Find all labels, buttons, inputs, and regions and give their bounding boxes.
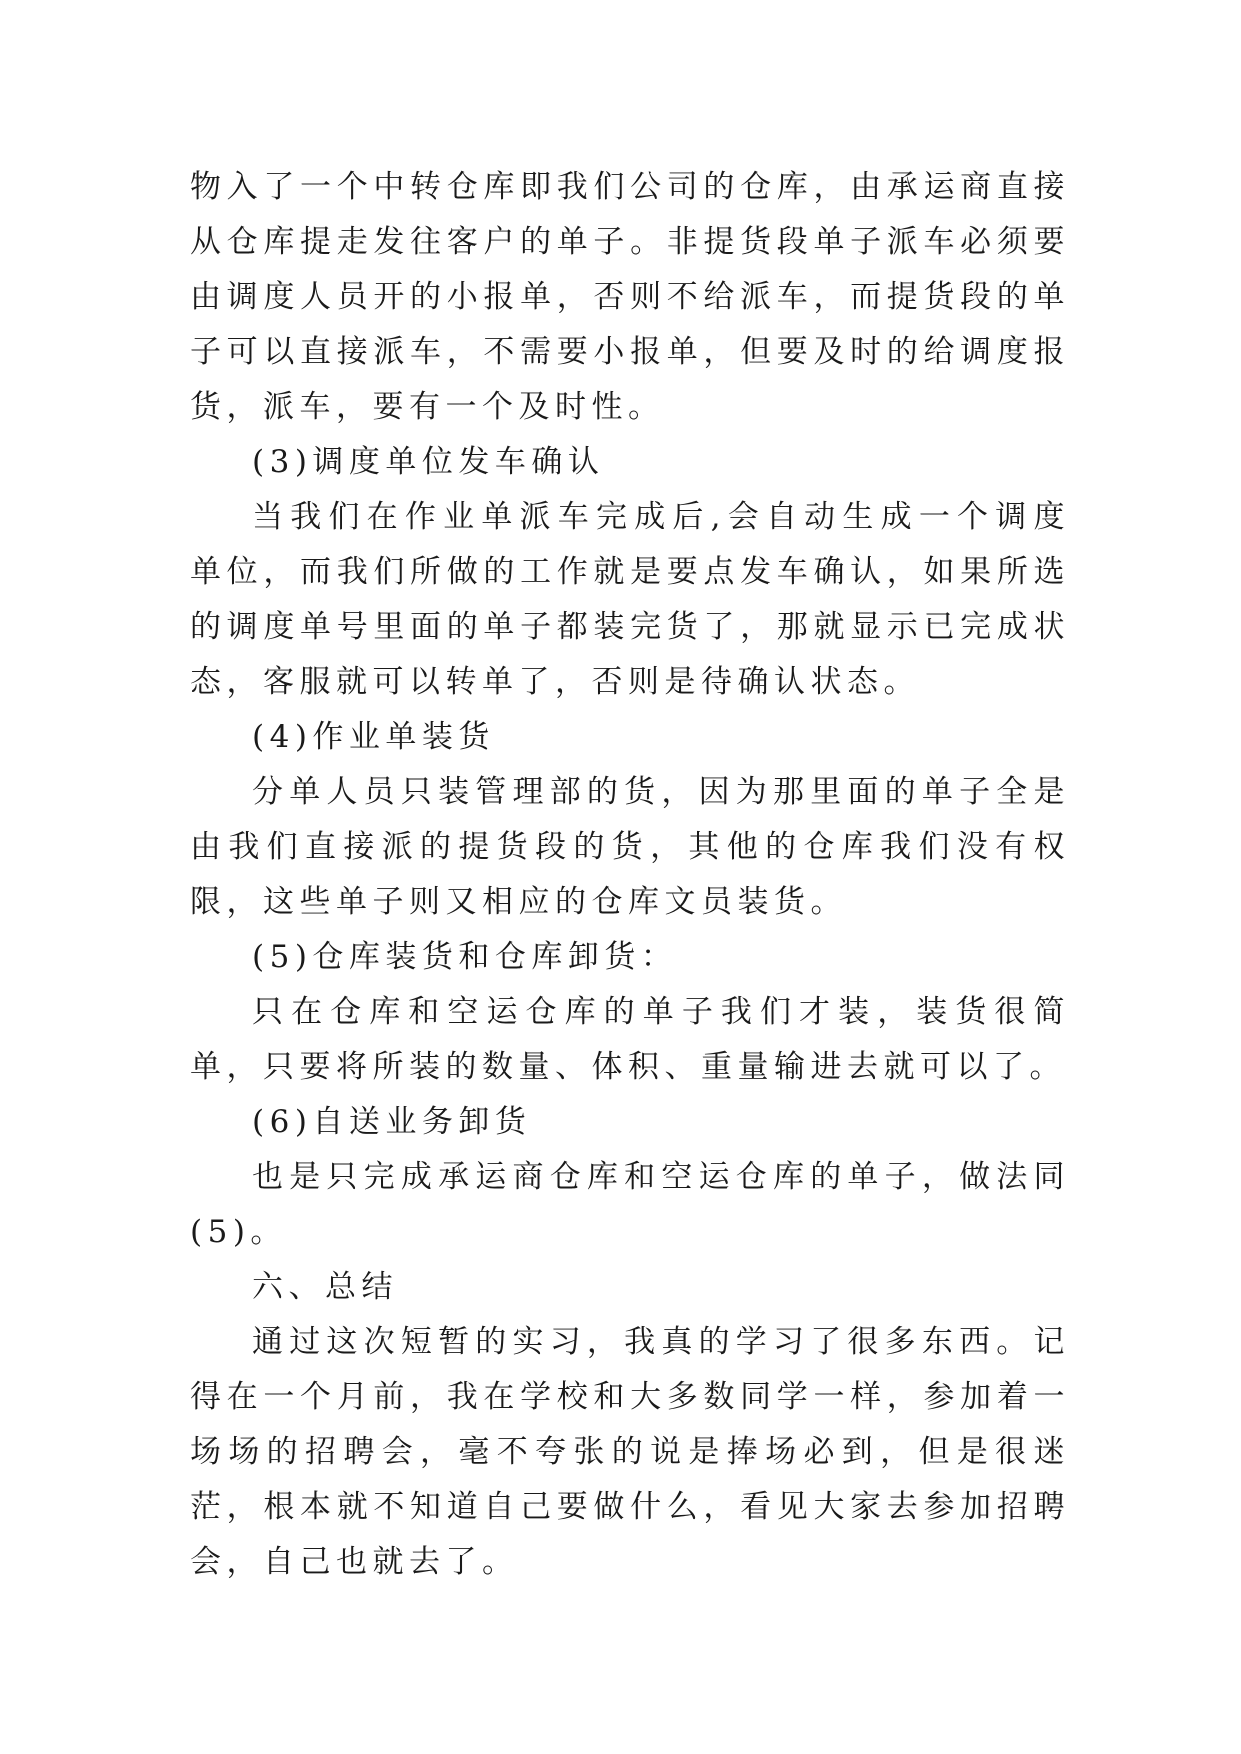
body-paragraph: 也是只完成承运商仓库和空运仓库的单子，做法同(5)。 [190,1159,1070,1250]
body-paragraph: 物入了一个中转仓库即我们公司的仓库，由承运商直接从仓库提走发往客户的单子。非提货段单子派车必须要由调度人员开的小报单，否则不给派车，而提货段的单子可以直接派车，不需要小报单，但要及时的给调度报货，派车，要有一个及时性。 [190,169,1070,425]
document-body [190,160,1070,1590]
section-heading-3: (3)调度单位发车确认 [252,444,605,480]
section-heading-6: (6)自送业务卸货 [252,1104,532,1140]
section-heading-summary: 六、总结 [252,1269,398,1305]
section-heading-4: (4)作业单装货 [252,719,495,755]
body-paragraph: 只在仓库和空运仓库的单子我们才装，装货很简单，只要将所装的数量、体积、重量输进去就可以了。 [190,994,1070,1085]
body-paragraph: 当我们在作业单派车完成后,会自动生成一个调度单位，而我们所做的工作就是要点发车确认，如果所选的调度单号里面的单子都装完货了，那就显示已完成状态，客服就可以转单了，否则是待确认状态。 [190,499,1070,700]
section-heading-5: (5)仓库装货和仓库卸货： [252,939,678,975]
body-paragraph: 分单人员只装管理部的货，因为那里面的单子全是由我们直接派的提货段的货，其他的仓库我们没有权限，这些单子则又相应的仓库文员装货。 [190,774,1070,920]
body-paragraph: 通过这次短暂的实习，我真的学习了很多东西。记得在一个月前，我在学校和大多数同学一样，参加着一场场的招聘会，毫不夸张的说是捧场必到，但是很迷茫，根本就不知道自己要做什么，看见大家去参加招聘会，自己也就去了。 [190,1324,1070,1580]
